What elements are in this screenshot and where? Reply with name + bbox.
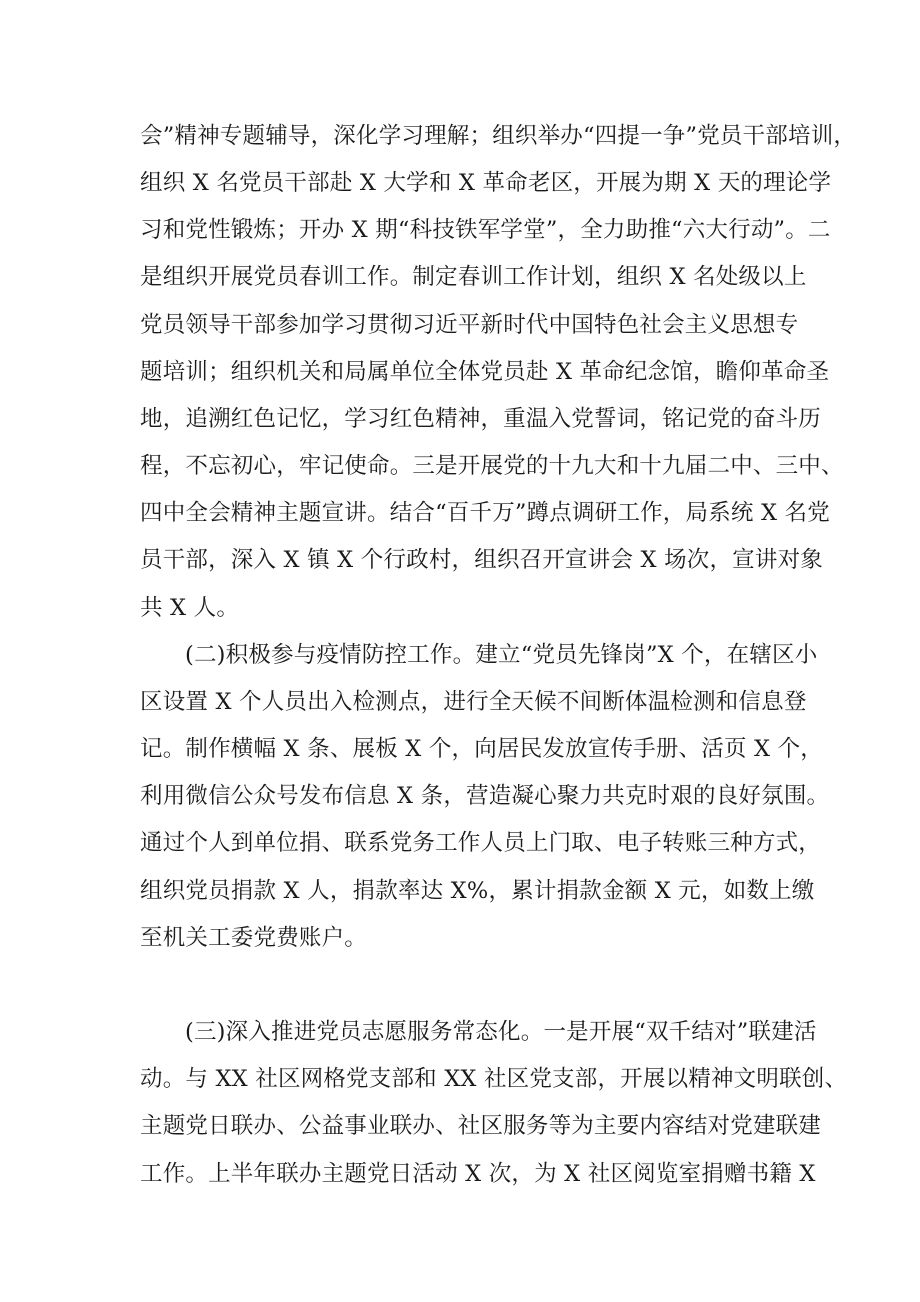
text-line: 主题党日联办、公益事业联办、社区服务等为主要内容结对党建联建	[140, 1113, 822, 1139]
text-line: 组织党员捐款 X 人，捐款率达 X%，累计捐款金额 X 元，如数上缴	[140, 878, 815, 904]
text-line: 四中全会精神主题宣讲。结合“百千万”蹲点调研工作，局系统 X 名党	[140, 500, 830, 526]
paragraph-3-first-line: (三)深入推进党员志愿服务常态化。一是开展“双千结对”联建活	[185, 1019, 817, 1045]
text-line: 组织 X 名党员干部赴 X 大学和 X 革命老区，开展为期 X 天的理论学	[140, 170, 832, 196]
text-line: 题培训；组织机关和局属单位全体党员赴 X 革命纪念馆，瞻仰革命圣	[140, 359, 830, 385]
text-line: 共 X 人。	[140, 595, 240, 621]
text-line: 员干部，深入 X 镇 X 个行政村，组织召开宣讲会 X 场次，宣讲对象	[140, 547, 823, 573]
text-line: 至机关工委党费账户。	[140, 925, 368, 951]
text-line: 动。与 XX 社区网格党支部和 XX 社区党支部，开展以精神文明联创、	[140, 1066, 848, 1092]
text-line: 记。制作横幅 X 条、展板 X 个，向居民发放宣传手册、活页 X 个，	[140, 736, 823, 762]
text-line: 区设置 X 个人员出入检测点，进行全天候不间断体温检测和信息登	[140, 689, 807, 715]
text-line: 利用微信公众号发布信息 X 条，营造凝心聚力共克时艰的良好氛围。	[140, 783, 830, 809]
text-line: 工作。上半年联办主题党日活动 X 次，为 X 社区阅览室捐赠书籍 X	[140, 1161, 816, 1187]
text-line: 通过个人到单位捐、联系党务工作人员上门取、电子转账三种方式，	[140, 830, 822, 856]
paragraph-2-first-line: (二)积极参与疫情防控工作。建立“党员先锋岗”X 个，在辖区小	[185, 642, 818, 668]
text-line: 党员领导干部参加学习贯彻习近平新时代中国特色社会主义思想专	[140, 312, 799, 338]
text-line: 习和党性锻炼；开办 X 期“科技铁军学堂”，全力助推“六大行动”。二	[140, 217, 831, 243]
text-line: 地，追溯红色记忆，学习红色精神，重温入党誓词，铭记党的奋斗历	[140, 406, 822, 432]
text-line: 是组织开展党员春训工作。制定春训工作计划，组织 X 名处级以上	[140, 264, 807, 290]
text-line: 程，不忘初心，牢记使命。三是开展党的十九大和十九届二中、三中、	[140, 453, 844, 479]
text-line: 会”精神专题辅导，深化学习理解；组织举办“四提一争”党员干部培训，	[140, 123, 857, 149]
